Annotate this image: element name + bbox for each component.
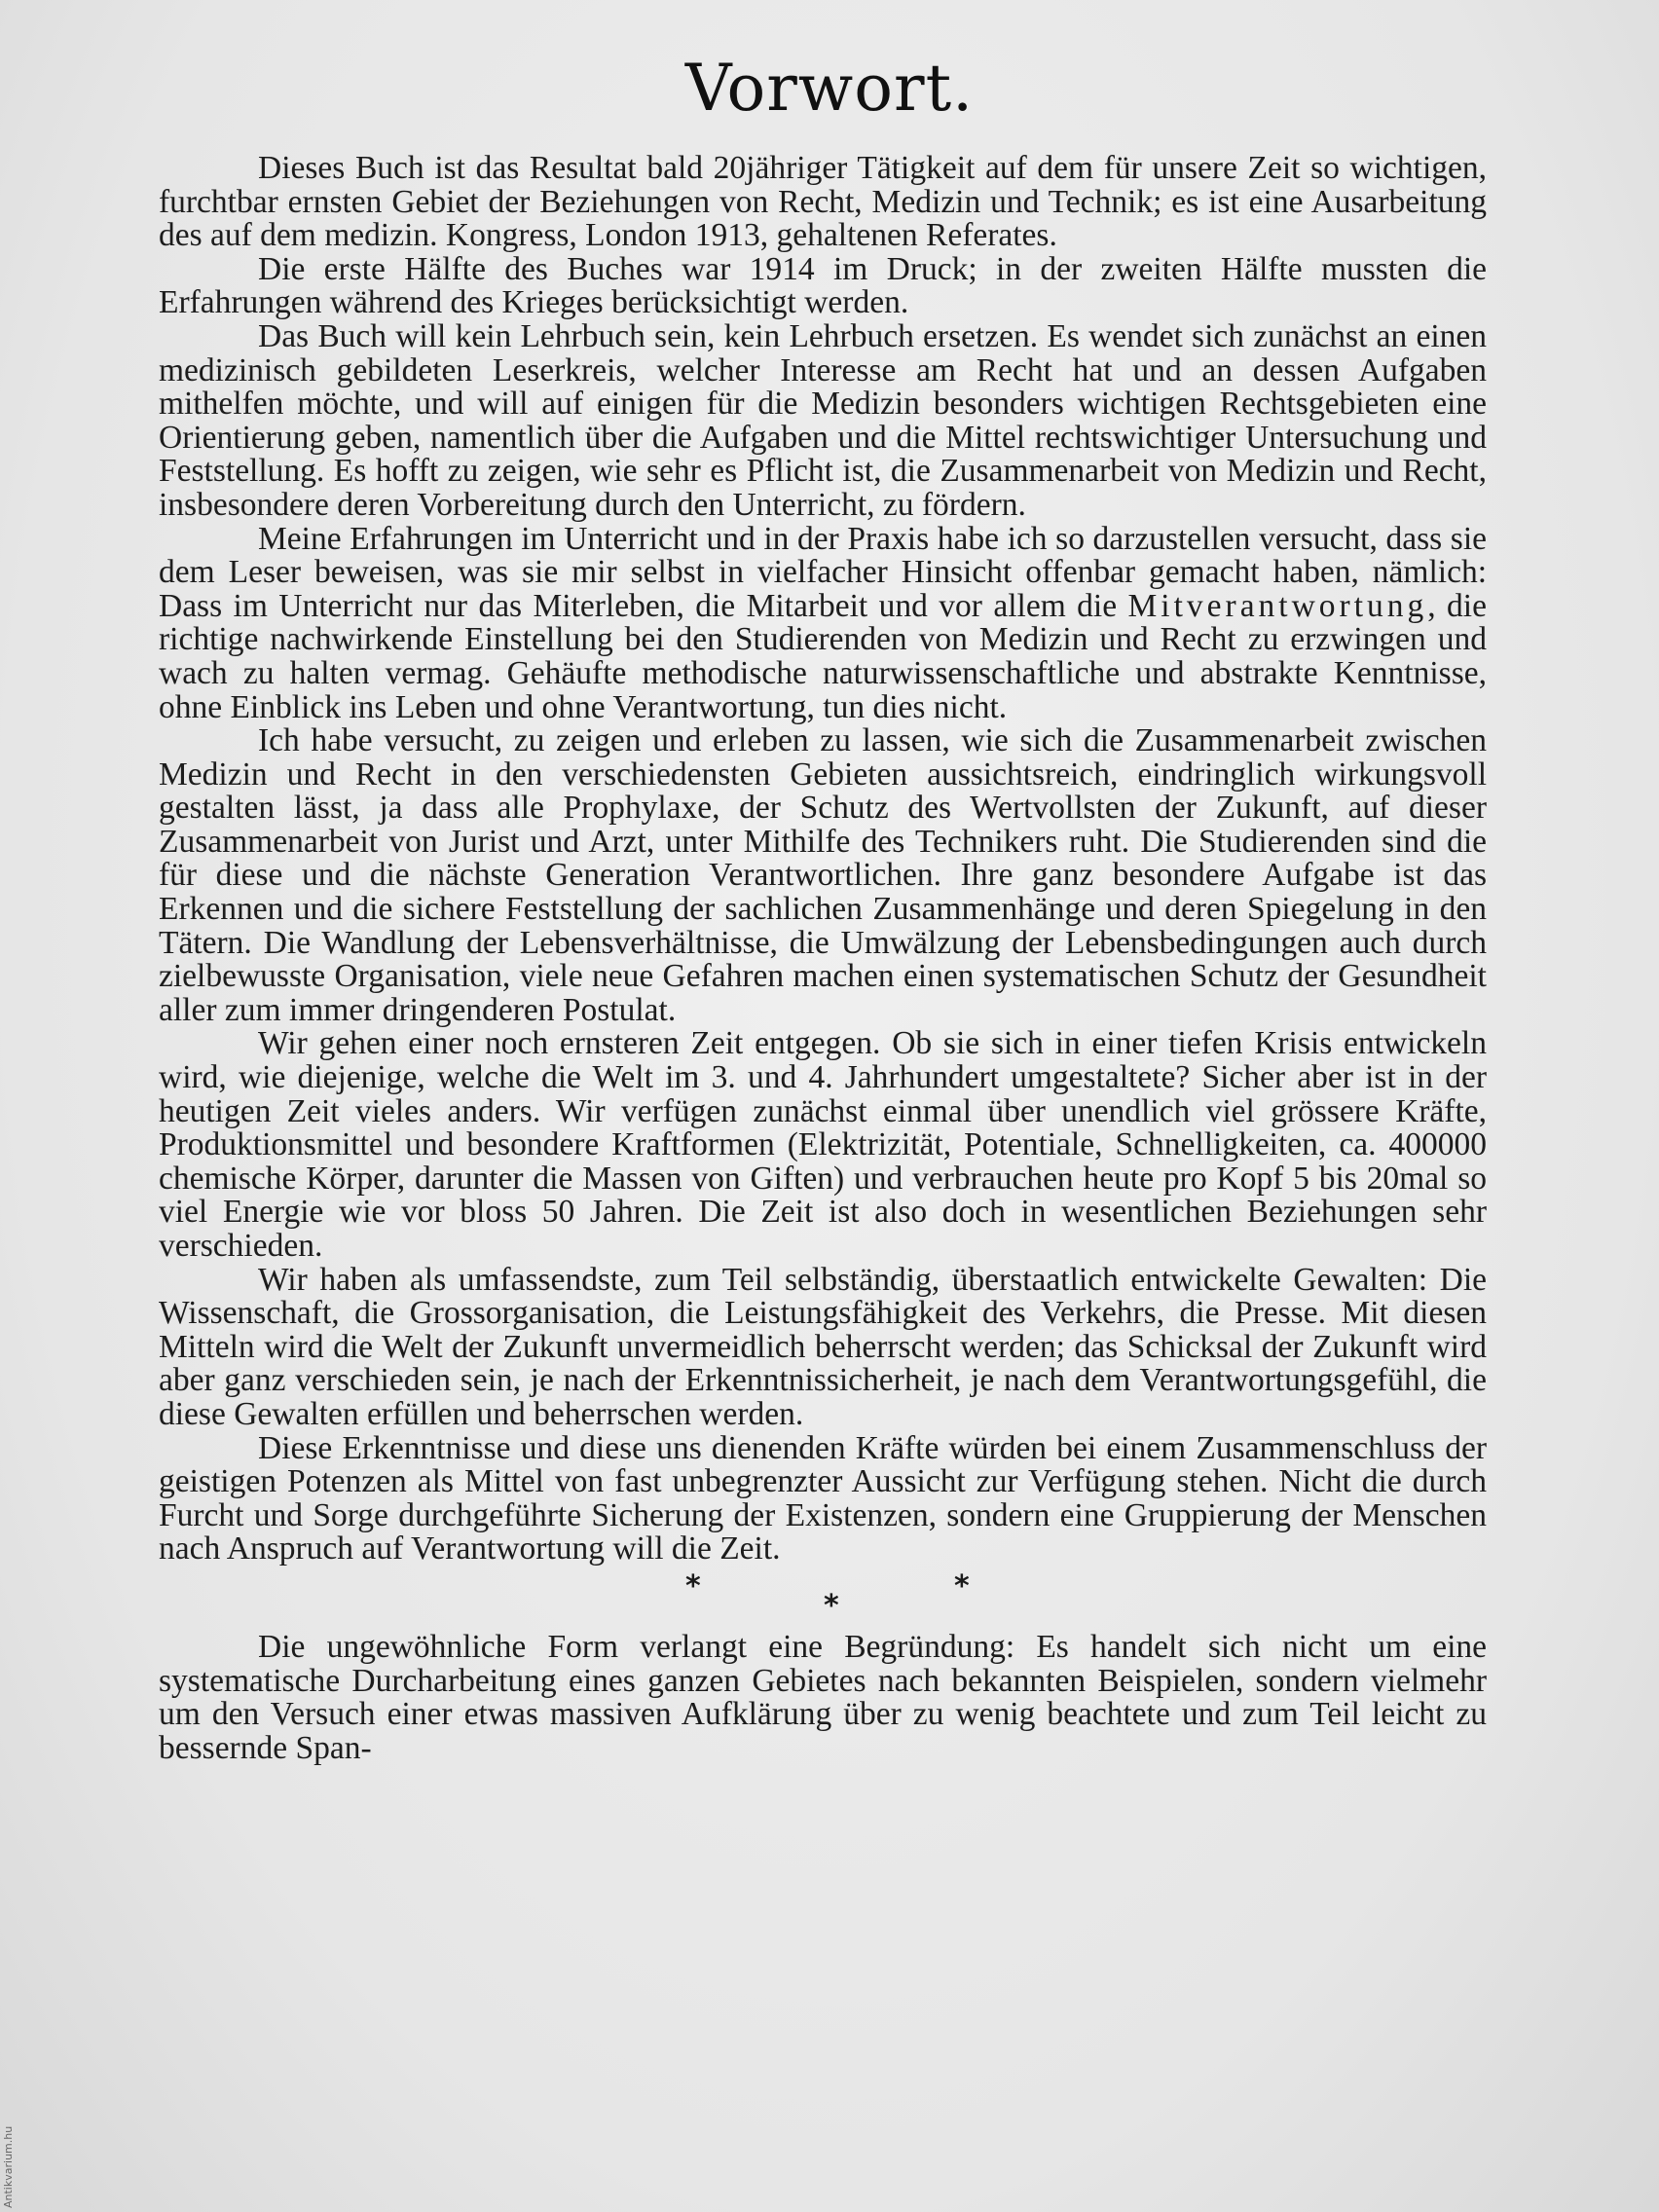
paragraph-4-part-2: , die richtige nachwirkende Einstellung bei den Studierenden von Medizin und Recht zu erzwingen und wach zu halten vermag. Gehäufte methodische naturwissenschaftliche und abstrakte Kenntnisse, ohne Einblick ins Leben und ohne Verantwortung, tun dies nicht. bbox=[159, 587, 1487, 725]
paragraph-5: Ich habe versucht, zu zeigen und erleben zu lassen, wie sich die Zusammenarbeit zwischen Medizin und Recht in den verschiedensten Gebieten aussichtsreich, eindringlich wirkungsvoll gestalten lässt, ja dass alle Prophylaxe, der Schutz des Wertvollsten der Zukunft, auf dieser Zusammenarbeit von Jurist und Arzt, unter Mithilfe des Technikers ruht. Die Studierenden sind die für diese und die nächste Generation Verantwortlichen. Ihre ganz besondere Aufgabe ist das Erkennen und die sichere Feststellung der sachlichen Zusammenhänge und deren Spiegelung in den Tätern. Die Wandlung der Lebensverhältnisse, die Umwälzung der Lebensbedingungen auch durch zielbewusste Organisation, viele neue Gefahren machen einen systematischen Schutz der Gesundheit aller zum immer dringenderen Postulat. bbox=[159, 722, 1487, 1028]
emphasis-mitverantwortung: Mitverantwortung bbox=[1127, 587, 1428, 624]
paragraph-3: Das Buch will kein Lehrbuch sein, kein Lehrbuch ersetzen. Es wendet sich zunächst an einen medizinisch gebildeten Leserkreis, welcher Interesse am Recht hat und an dessen Aufgaben mithelfen möchte, und will auf einigen für die Medizin besonders wichtigen Rechtsgebieten eine Orientierung geben, namentlich über die Aufgaben und die Mittel rechtswichtiger Untersuchung und Feststellung. Es hofft zu zeigen, wie sehr es Pflicht ist, die Zusammenarbeit von Medizin und Recht, insbesondere deren Vorbereitung durch den Unterricht, zu fördern. bbox=[159, 317, 1487, 523]
paragraph-8: Diese Erkenntnisse und diese uns dienenden Kräfte würden bei einem Zusammenschluss der geistigen Potenzen als Mittel von fast unbegrenzter Aussicht zur Verfügung stehen. Nicht die durch Furcht und Sorge durchgeführte Sicherung der Existenzen, sondern eine Gruppierung der Menschen nach Anspruch auf Verantwortung will die Zeit. bbox=[159, 1429, 1487, 1567]
watermark-text: Antikvarium.hu bbox=[2, 2125, 15, 2208]
paragraph-7: Wir haben als umfassendste, zum Teil selbständig, überstaatlich entwickelte Gewalten: Die Wissenschaft, die Grossorganisation, die Leistungsfähigkeit des Verkehrs, die Presse. Mit diesen Mitteln wird die Welt der Zukunft unvermeidlich beherrscht werden; das Schicksal der Zukunft wird aber ganz verschieden sein, je nach der Erkenntnissicherheit, je nach dem Verantwortungsgefühl, die diese Gewalten erfüllen und beherrschen werden. bbox=[159, 1261, 1487, 1432]
separator-star: * bbox=[824, 1588, 839, 1623]
separator-star: * bbox=[685, 1568, 701, 1604]
paragraph-1: Dieses Buch ist das Resultat bald 20jähriger Tätigkeit auf dem für unsere Zeit so wichtigen, furchtbar ernsten Gebiet der Beziehungen von Recht, Medizin und Technik; es ist eine Ausarbeitung des auf dem medizin. Kongress, London 1913, gehaltenen Referates. bbox=[159, 150, 1487, 254]
paragraph-9: Die ungewöhnliche Form verlangt eine Begründung: Es handelt sich nicht um eine systematische Durcharbeitung eines ganzen Gebietes nach bekannten Beispielen, sondern vielmehr um den Versuch einer etwas massiven Aufklärung über zu wenig beachtete und zum Teil leicht zu bessernde Span- bbox=[159, 1628, 1487, 1766]
section-separator bbox=[159, 1567, 1487, 1627]
paragraph-4-part-1: Meine Erfahrungen im Unterricht und in der Praxis habe ich so darzustellen versucht, dass sie dem Leser beweisen, was sie mir selbst in vielfacher Hinsicht offenbar gemacht haben, nämlich: Dass im Unterricht nur das Miterleben, die Mitarbeit und vor allem die bbox=[159, 520, 1487, 624]
preface-text bbox=[159, 152, 1487, 1765]
paragraph-2: Die erste Hälfte des Buches war 1914 im Druck; in der zweiten Hälfte mussten die Erfahrungen während des Krieges berücksichtigt werden. bbox=[159, 250, 1487, 321]
separator-star: * bbox=[954, 1568, 970, 1604]
page-title: Vorwort. bbox=[684, 51, 975, 126]
paragraph-6: Wir gehen einer noch ernsteren Zeit entgegen. Ob sie sich in einer tiefen Krisis entwickeln wird, wie diejenige, welche die Welt im 3. und 4. Jahrhundert umgestaltete? Sicher aber ist in der heutigen Zeit vieles anders. Wir verfügen zunächst einmal über unendlich viel grössere Kräfte, Produktionsmittel und besondere Kraftformen (Elektrizität, Potentiale, Schnelligkeiten, ca. 400000 chemische Körper, darunter die Massen von Giften) und verbrauchen heute pro Kopf 5 bis 20mal so viel Energie wie vor bloss 50 Jahren. Die Zeit ist also doch in wesentlichen Beziehungen sehr verschieden. bbox=[159, 1025, 1487, 1264]
paragraph-4 bbox=[159, 520, 1487, 725]
